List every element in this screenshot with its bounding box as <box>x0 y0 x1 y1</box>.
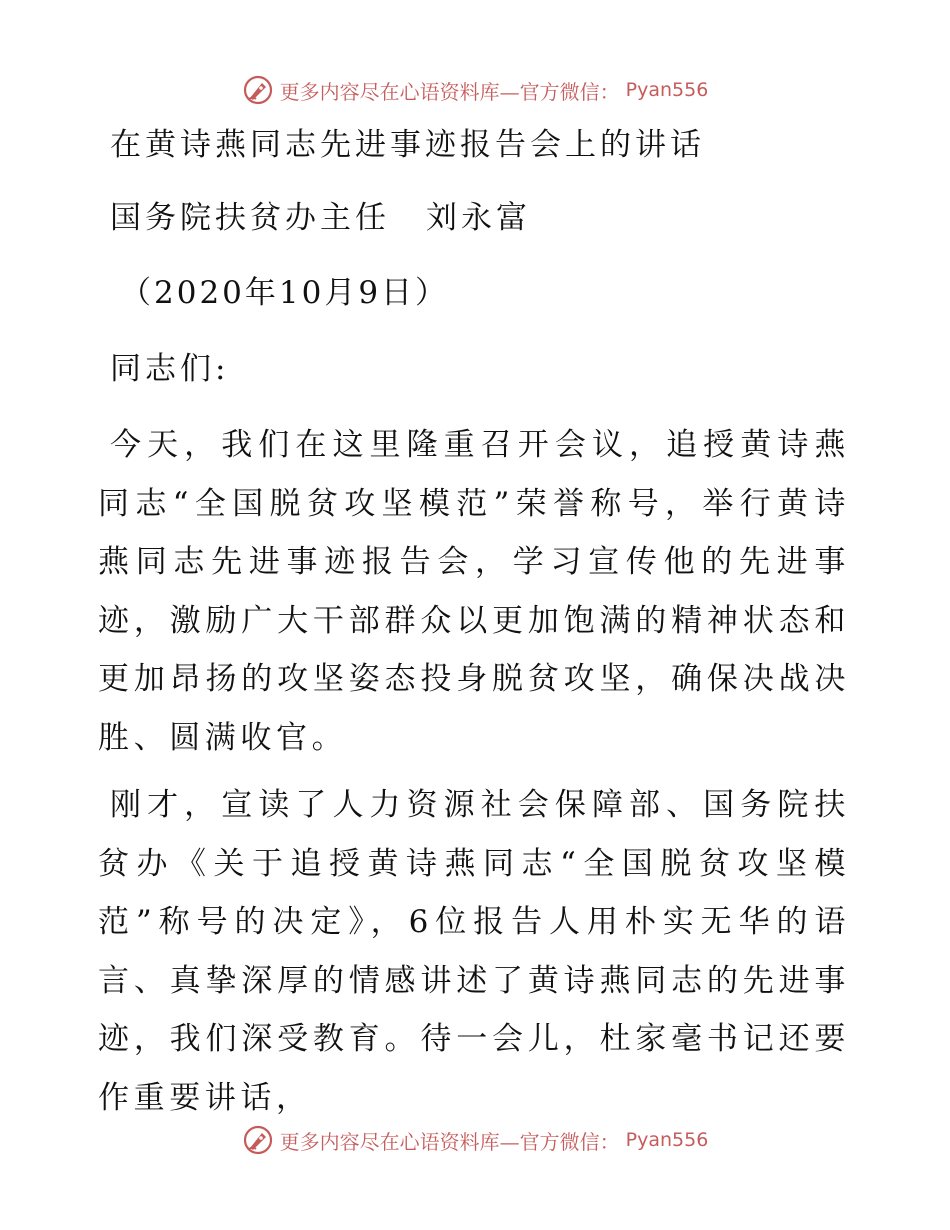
watermark-text: 更多内容尽在心语资料库—官方微信： <box>279 1129 620 1154</box>
paragraph: 刚才，宣读了人力资源社会保障部、国务院扶贫办《关于追授黄诗燕同志“全国脱贫攻坚模范”称号的决定》，6位报告人用朴实无华的语言、真挚深厚的情感讲述了黄诗燕同志的先进事迹，我们深受教育。待一会儿，杜家毫书记还要作重要讲话， <box>98 787 850 1116</box>
watermark-wechat-id: Pyan556 <box>625 79 709 101</box>
watermark-text: 更多内容尽在心语资料库—官方微信： <box>279 79 620 104</box>
author-name: 刘永富 <box>426 200 531 236</box>
greeting: 同志们: <box>110 351 230 387</box>
pen-nib-circle-logo-icon <box>242 1124 274 1156</box>
pen-nib-circle-logo-icon <box>242 74 274 106</box>
footer-watermark <box>0 1120 950 1160</box>
document-title: 在黄诗燕同志先进事迹报告会上的讲话 <box>110 127 705 163</box>
paragraph: 今天，我们在这里隆重召开会议，追授黄诗燕同志“全国脱贫攻坚模范”荣誉称号，举行黄诗燕同志先进事迹报告会，学习宣传他的先进事迹，激励广大干部群众以更加饱满的精神状态和更加昂扬的攻坚姿态投身脱贫攻坚，确保决战决胜、圆满收官。 <box>98 427 850 756</box>
document-date: （2020年10月9日） <box>120 275 450 311</box>
author-line <box>110 200 531 236</box>
author-role: 国务院扶贫办主任 <box>110 200 390 236</box>
header-watermark <box>0 70 950 110</box>
watermark-wechat-id: Pyan556 <box>625 1129 709 1151</box>
